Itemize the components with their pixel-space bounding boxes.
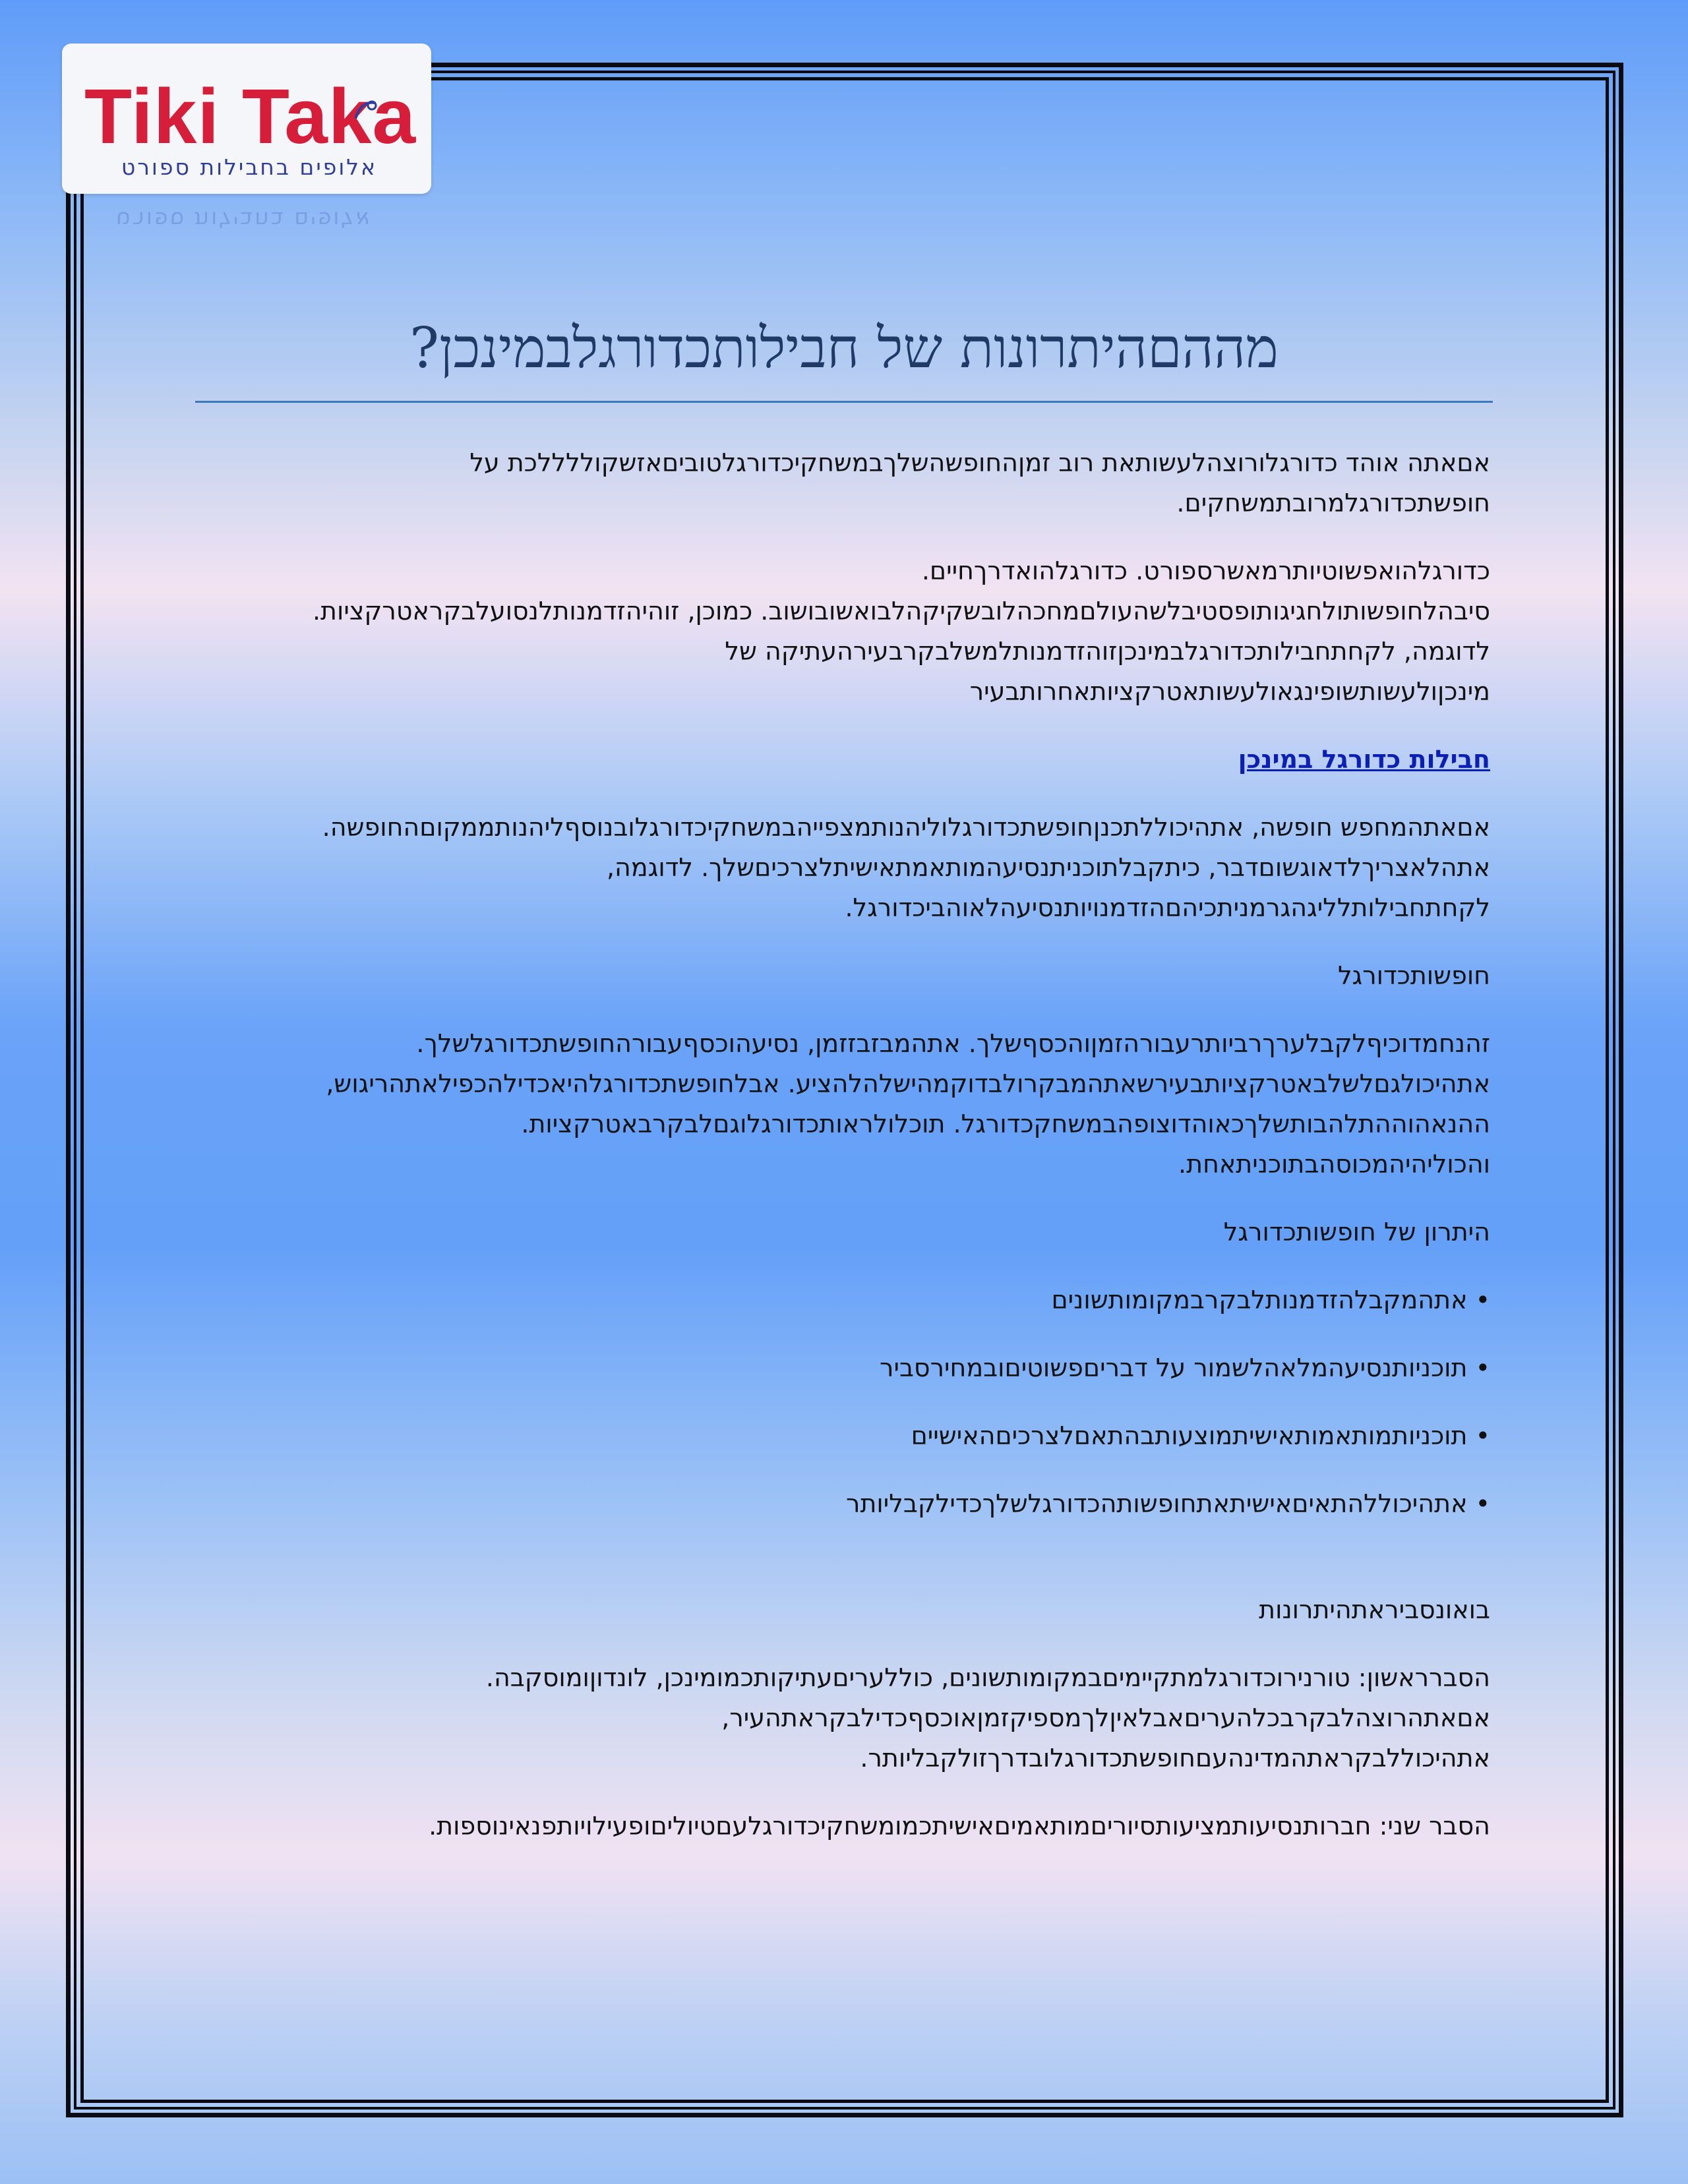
list-item: • תוכניותמותאמותאישיתמוצעותבהתאםלצרכיםהאישיים [198,1416,1490,1456]
section-heading: חופשותכדורגל [1337,961,1490,990]
text-line: מינכןולעשותשופינגאולעשותאטרקציותאחרותבעיר [969,677,1490,706]
logo-tagline-reflection: אלופים בחבילות ספורט [115,207,373,233]
page-title: מההםהיתרונות של חבילותכדורגלבמינכן? [409,316,1279,380]
text-line: זהנחמדוכיףלקבלערךרביותרעבורהזמןוהכסףשלך. אתהמבזבזזמן, נסיעהוכסףעבורהחופשתכדורגלשלך. [416,1029,1490,1058]
text-line: חופשתכדורגלמרובתמשחקים. [1176,488,1490,517]
text-line: אםאתהרוצהלבקרבכלהעריםאבלאיןלךמספיקזמןאוכסףכדילבקראתהעיר, [721,1703,1490,1732]
section-heading: בואונסביראתהיתרונות [1259,1595,1490,1624]
text-line: אתהיכולגםלשלבאטרקציותבעירשאתהמבקרולבדוקמהישלהלהציע. אבלחופשתכדורגלהיאכדילהכפילאתהריגוש, [326,1069,1490,1098]
list-item: • אתהיכוללהתאיםאישיתאתחופשותהכדורגלשלךכדילקבליותר [198,1484,1490,1524]
ball-swoosh-icon [352,99,378,123]
intro-paragraph [198,443,1490,523]
value-paragraph [198,1024,1490,1185]
text-line: כדורגלהואפשוטיותרמאשרספורט. כדורגלהואדרךחיים. [921,556,1490,585]
vacation-planning-paragraph [198,808,1490,928]
advantages-list [198,1280,1490,1524]
logo-name: Tiki Taka [84,73,417,160]
text-line: הסברראשון: טורנירוכדורגלמתקיימיםבמקומותשונים, כוללעריםעתיקותכמומינכן, לונדוןומוסקבה. [485,1663,1490,1692]
section-heading: היתרון של חופשותכדורגל [1223,1218,1490,1247]
tiki-taka-logo [62,44,431,194]
logo-tagline: אלופים בחבילות ספורט [121,154,378,180]
text-line: אםאתהמחפש חופשה, אתהיכוללתכנןחופשתכדורגלוליהנותמצפייהבמשחקיכדורגלובנוסףליהנותממקוםהחופשה. [322,813,1490,842]
munich-football-packages-link[interactable]: חבילות כדורגל במינכן [1238,745,1490,774]
text-line: והכוליהיהמכוסהבתוכניתאחת. [1178,1150,1490,1179]
list-item: • אתהמקבלהזדמנותלבקרבמקומותשונים [198,1280,1490,1320]
text-line: סיבהלחופשותולחגיגותופסטיבלשהעולםמחכהלובשקיקהלבואשובושוב. כמוכן, זוהיהזדמנותלנסועלבקראטרקציות. [312,597,1490,626]
text-line: אתהלאצריךלדאוגשוםדבר, כיתקבלתוכניתנסיעהמותאמתאישיתלצרכיםשלך. לדוגמה, [606,853,1490,882]
text-line: לקחתחבילותלליגהגרמניתכיהםהזדמנויותנסיעהלאוהביכדורגל. [845,893,1490,922]
second-explanation-paragraph: הסבר שני: חברותנסיעותמציעותסיוריםמותאמיםאישיתכמומשחקיכדורגלעםטיוליםופעילויותפנאינוספות. [429,1812,1490,1841]
first-explanation-paragraph [198,1658,1490,1779]
link-paragraph [198,740,1490,780]
list-item: • תוכניותנסיעהמלאהלשמור על דבריםפשוטיםובמחירסביר [198,1348,1490,1388]
text-line: אתהיכוללבקראתהמדינהעםחופשתכדורגלובדרךזולקבליותר. [860,1744,1490,1773]
text-line: לדוגמה, לקחתחבילותכדורגלבמינכןזוהזדמנותלמשלבקרבעירהעתיקה של [725,637,1490,666]
article-body [198,443,1490,1874]
text-line: אםאתה אוהד כדורגלורוצהלעשותאת רוב זמןהחופשהשלךבמשחקיכדורגלטוביםאזשקוללללכת על [469,448,1490,477]
football-lifestyle-paragraph [198,551,1490,712]
title-underline [195,401,1493,403]
text-line: ההנאהוההתלהבותשלךכאוהדוצופהבמשחקכדורגל. תוכלולראותכדורגלוגםלבקרבאטרקציות. [521,1109,1490,1138]
